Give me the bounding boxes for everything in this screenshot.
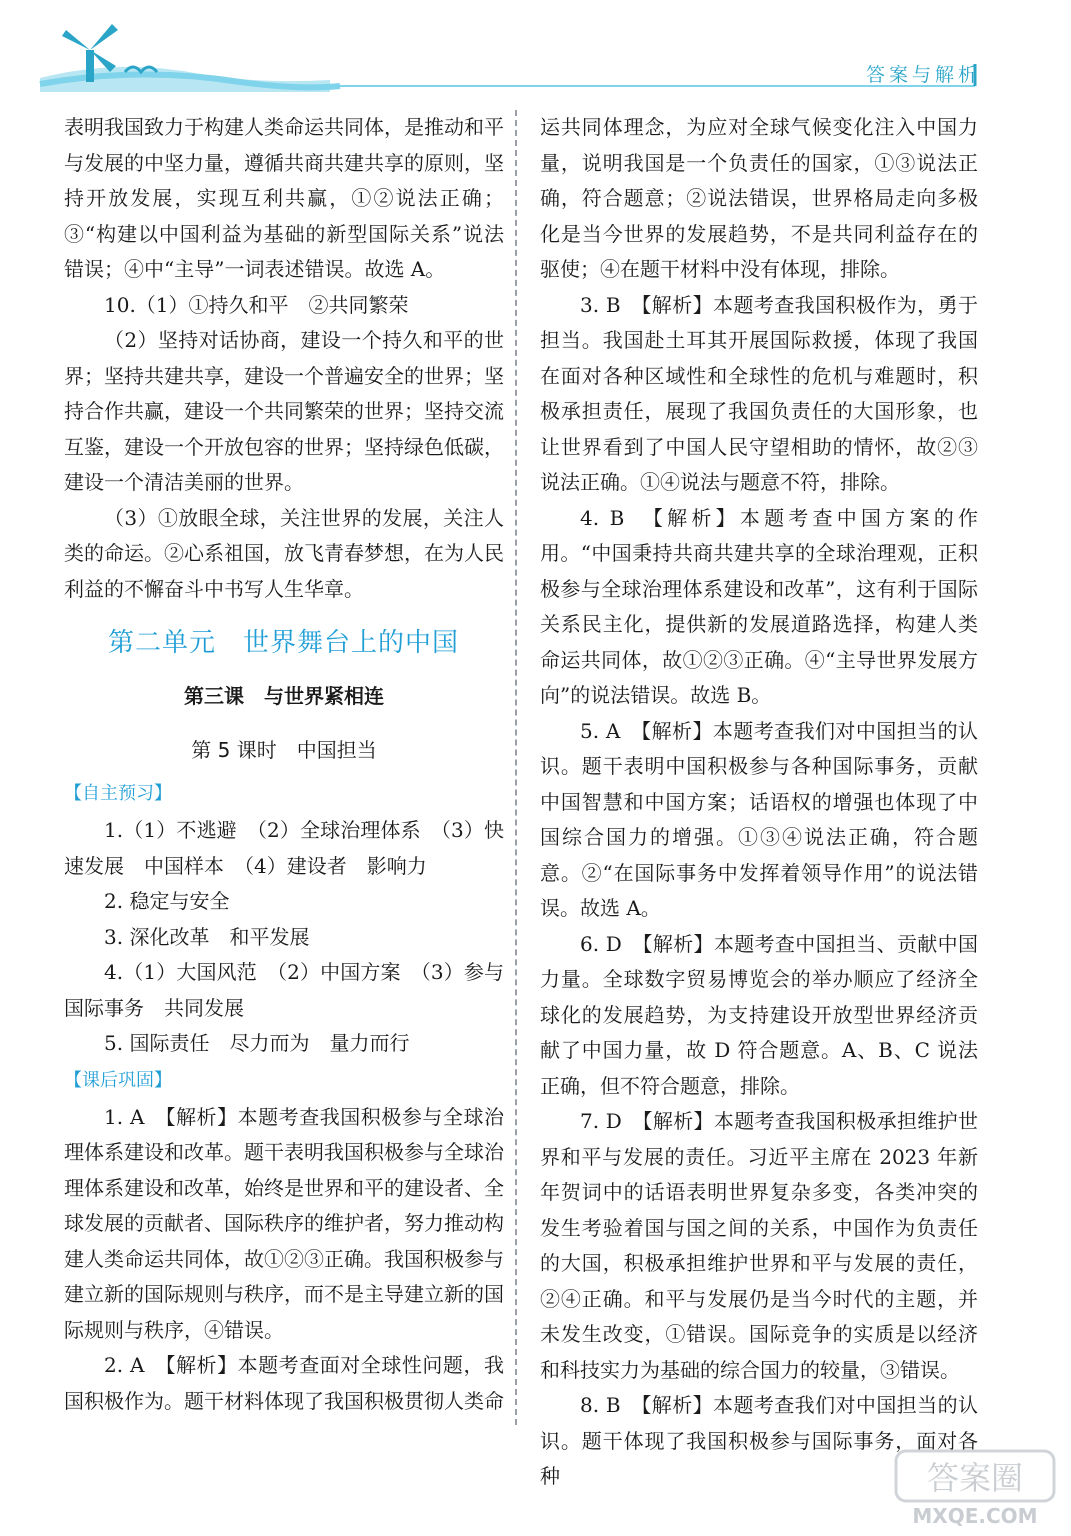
review-answer-8: 8. B 【解析】本题考查我们对中国担当的认识。题干体现了我国积极参与国际事务，面对各种 bbox=[540, 1393, 978, 1488]
page-header bbox=[0, 0, 1071, 100]
watermark-logo-graphic bbox=[890, 1445, 1060, 1530]
left-column bbox=[64, 110, 504, 1419]
review-answer-2: 2. A 【解析】本题考查面对全球性问题，我国积极作为。题干材料体现了我国积极贯彻人类命 bbox=[64, 1353, 504, 1413]
preview-answer-3: 3. 深化改革 和平发展 bbox=[104, 924, 310, 949]
answer-10-1: 10.（1）①持久和平 ②共同繁荣 bbox=[104, 292, 409, 317]
review-answer-6: 6. D 【解析】本题考查中国担当、贡献中国力量。全球数字贸易博览会的举办顺应了经济全球化的发展趋势，为支持建设开放型世界经济贡献了中国力量，故 D 符合题意。A、B、C 说法正确，但不符合题意，排除。 bbox=[540, 931, 978, 1098]
review-answer-5: 5. A 【解析】本题考查我们对中国担当的认识。题干表明中国积极参与各种国际事务，贡献中国智慧和中国方案；话语权的增强也体现了中国综合国力的增强。①③④说法正确，符合题意。②“在国际事务中发挥着领导作用”的说法错误。故选 A。 bbox=[540, 718, 978, 920]
review-answer-3: 3. B 【解析】本题考查我国积极作为，勇于担当。我国赴土耳其开展国际救援，体现了我国在面对各种区域性和全球性的危机与难题时，积极承担责任，展现了我国负责任的大国形象，也让世界看到了中国人民守望相助的情怀，故②③说法正确。①④说法与题意不符，排除。 bbox=[540, 292, 978, 494]
paragraph: 表明我国致力于构建人类命运共同体，是推动和平与发展的中坚力量，遵循共商共建共享的原则，坚持开放发展，实现互利共赢，①②说法正确；③“构建以中国利益为基础的新型国际关系”说法错误；④中“主导”一词表述错误。故选 A。 bbox=[64, 115, 504, 281]
right-column bbox=[540, 110, 978, 1495]
review-answer-7: 7. D 【解析】本题考查我国积极承担维护世界和平与发展的责任。习近平主席在 2023 年新年贺词中的话语表明世界复杂多变，各类冲突的发生考验着国与国之间的关系，中国作为负责任的大国，积极承担维护世界和平与发展的责任，②④正确。和平与发展仍是当今时代的主题，并未发生改变，①错误。国际竞争的实质是以经济和科技实力为基础的综合国力的较量，③错误。 bbox=[540, 1109, 978, 1382]
review-answer-1: 1. A 【解析】本题考查我国积极参与全球治理体系建设和改革。题干表明我国积极参与全球治理体系建设和改革，始终是世界和平的建设者、全球发展的贡献者、国际秩序的维护者，努力推动构建人类命运共同体，故①②③正确。我国积极参与建立新的国际规则与秩序，而不是主导建立新的国际规则与秩序，④错误。 bbox=[64, 1104, 504, 1342]
column-divider bbox=[515, 110, 517, 1425]
preview-answer-1: 1.（1）不逃避 （2）全球治理体系 （3）快速发展 中国样本 （4）建设者 影响力 bbox=[64, 818, 504, 878]
preview-answer-2: 2. 稳定与安全 bbox=[104, 889, 230, 913]
preview-section-tag: 【自主预习】 bbox=[64, 783, 172, 804]
lesson-title: 第三课 与世界紧相连 bbox=[184, 684, 384, 708]
watermark-logo bbox=[890, 1445, 1060, 1530]
unit-title: 第二单元 世界舞台上的中国 bbox=[108, 628, 460, 658]
review-answer-4: 4. B 【解析】本题考查中国方案的作用。“中国秉持共商共建共享的全球治理观，正积极参与全球治理体系建设和改革”，这有利于国际关系民主化，提供新的发展道路选择，构建人类命运共同体，故①②③正确。④“主导世界发展方向”的说法错误。故选 B。 bbox=[540, 505, 978, 707]
preview-answer-4: 4.（1）大国风范 （2）中国方案 （3）参与国际事务 共同发展 bbox=[64, 960, 504, 1020]
preview-answer-5: 5. 国际责任 尽力而为 量力而行 bbox=[104, 1031, 410, 1055]
watermark-line2: MXQE.COM bbox=[912, 1504, 1038, 1528]
watermark-line1: 答案圈 bbox=[926, 1459, 1024, 1497]
header-title: 答案与解析 bbox=[865, 64, 981, 86]
paragraph: 运共同体理念，为应对全球气候变化注入中国力量，说明我国是一个负责任的国家，①③说法正确，符合题意；②说法错误，世界格局走向多极化是当今世界的发展趋势，不是共同利益存在的驱使；④在题干材料中没有体现，排除。 bbox=[540, 115, 978, 281]
period-title: 第 5 课时 中国担当 bbox=[191, 738, 377, 762]
answer-10-3: （3）①放眼全球，关注世界的发展，关注人类的命运。②心系祖国，放飞青春梦想，在为人民利益的不懈奋斗中书写人生华章。 bbox=[64, 505, 504, 601]
review-section-tag: 【课后巩固】 bbox=[64, 1069, 172, 1091]
answer-10-2: （2）坚持对话协商，建设一个持久和平的世界；坚持共建共享，建设一个普遍安全的世界；坚持合作共赢，建设一个共同繁荣的世界；坚持交流互鉴，建设一个开放包容的世界；坚持绿色低碳，建设一个清洁美丽的世界。 bbox=[64, 328, 504, 494]
